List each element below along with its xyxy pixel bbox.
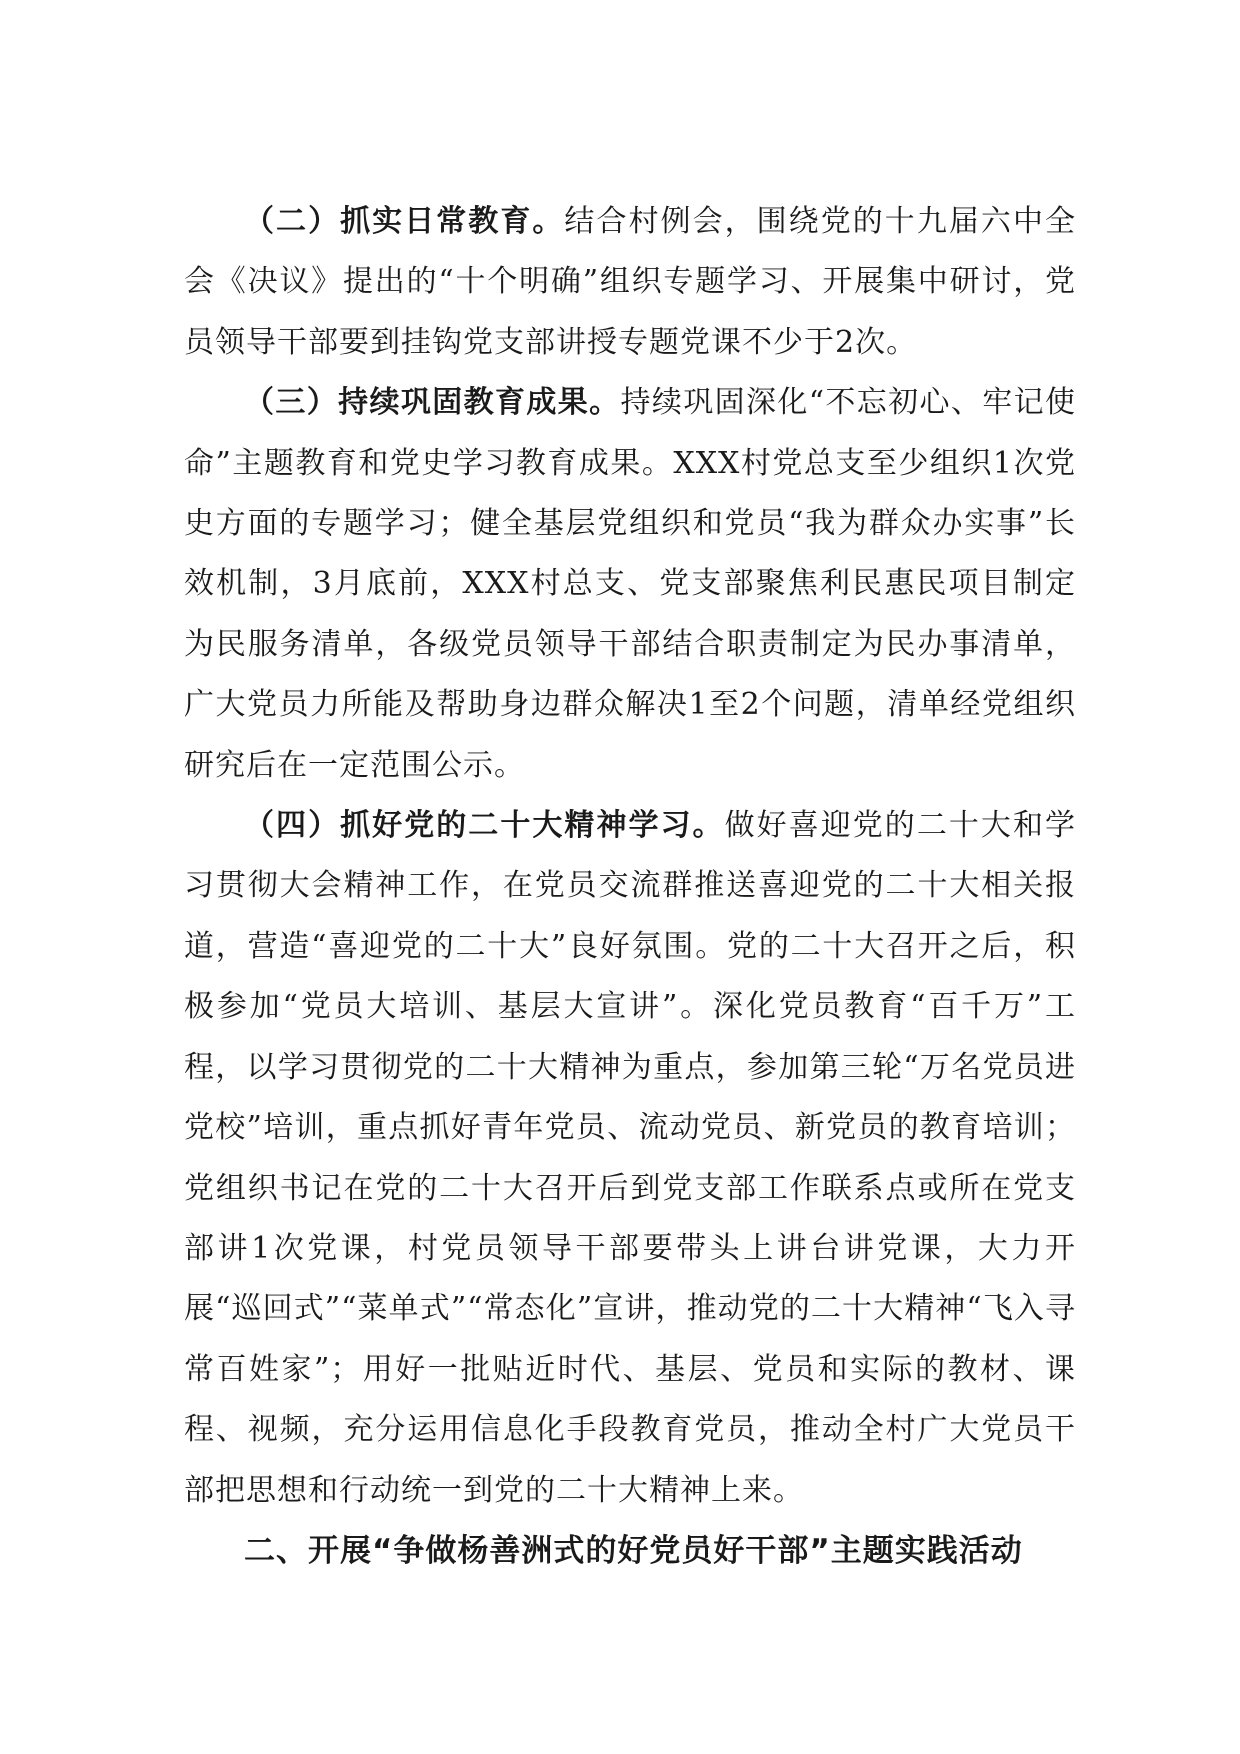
- section-heading: 二、开展“争做杨善洲式的好党员好干部”主题实践活动: [244, 1532, 1023, 1569]
- document-body: [184, 192, 1076, 1581]
- paragraph-text: 做好喜迎党的二十大和学习贯彻大会精神工作，在党员交流群推送喜迎党的二十大相关报道，营造“喜迎党的二十大”良好氛围。党的二十大召开之后，积极参加“党员大培训、基层大宣讲”。深化党员教育“百千万”工程，以学习贯彻党的二十大精神为重点，参加第三轮“万名党员进党校”培训，重点抓好青年党员、流动党员、新党员的教育培训；党组织书记在党的二十大召开后到党支部工作联系点或所在党支部讲1次党课，村党员领导干部要带头上讲台讲党课，大力开展“巡回式”“菜单式”“常态化”宣讲，推动党的二十大精神“飞入寻常百姓家”；用好一批贴近时代、基层、党员和实际的教材、课程、视频，充分运用信息化手段教育党员，推动全村广大党员干部把思想和行动统一到党的二十大精神上来。: [184, 808, 1077, 1508]
- paragraph-text: 结合村例会，围绕党的十九届六中全会《决议》提出的“十个明确”组织专题学习、开展集中研讨，党员领导干部要到挂钩党支部讲授专题党课不少于2次。: [184, 204, 1077, 360]
- paragraph-twentieth-congress-study: [184, 796, 1076, 1521]
- paragraph-lead: （三）持续巩固教育成果。: [244, 385, 621, 421]
- paragraph-daily-education: [184, 192, 1076, 373]
- paragraph-lead: （二）抓实日常教育。: [244, 204, 565, 239]
- paragraph-consolidate-results: [184, 373, 1076, 796]
- paragraph-lead: （四）抓好党的二十大精神学习。: [244, 808, 725, 844]
- paragraph-text: 持续巩固深化“不忘初心、牢记使命”主题教育和党史学习教育成果。XXX村党总支至少组织1次党史方面的专题学习；健全基层党组织和党员“我为群众办实事”长效机制，3月底前，XXX村总支、党支部聚焦利民惠民项目制定为民服务清单，各级党员领导干部结合职责制定为民办事清单，广大党员力所能及帮助身边群众解决1至2个问题，清单经党组织研究后在一定范围公示。: [184, 385, 1077, 783]
